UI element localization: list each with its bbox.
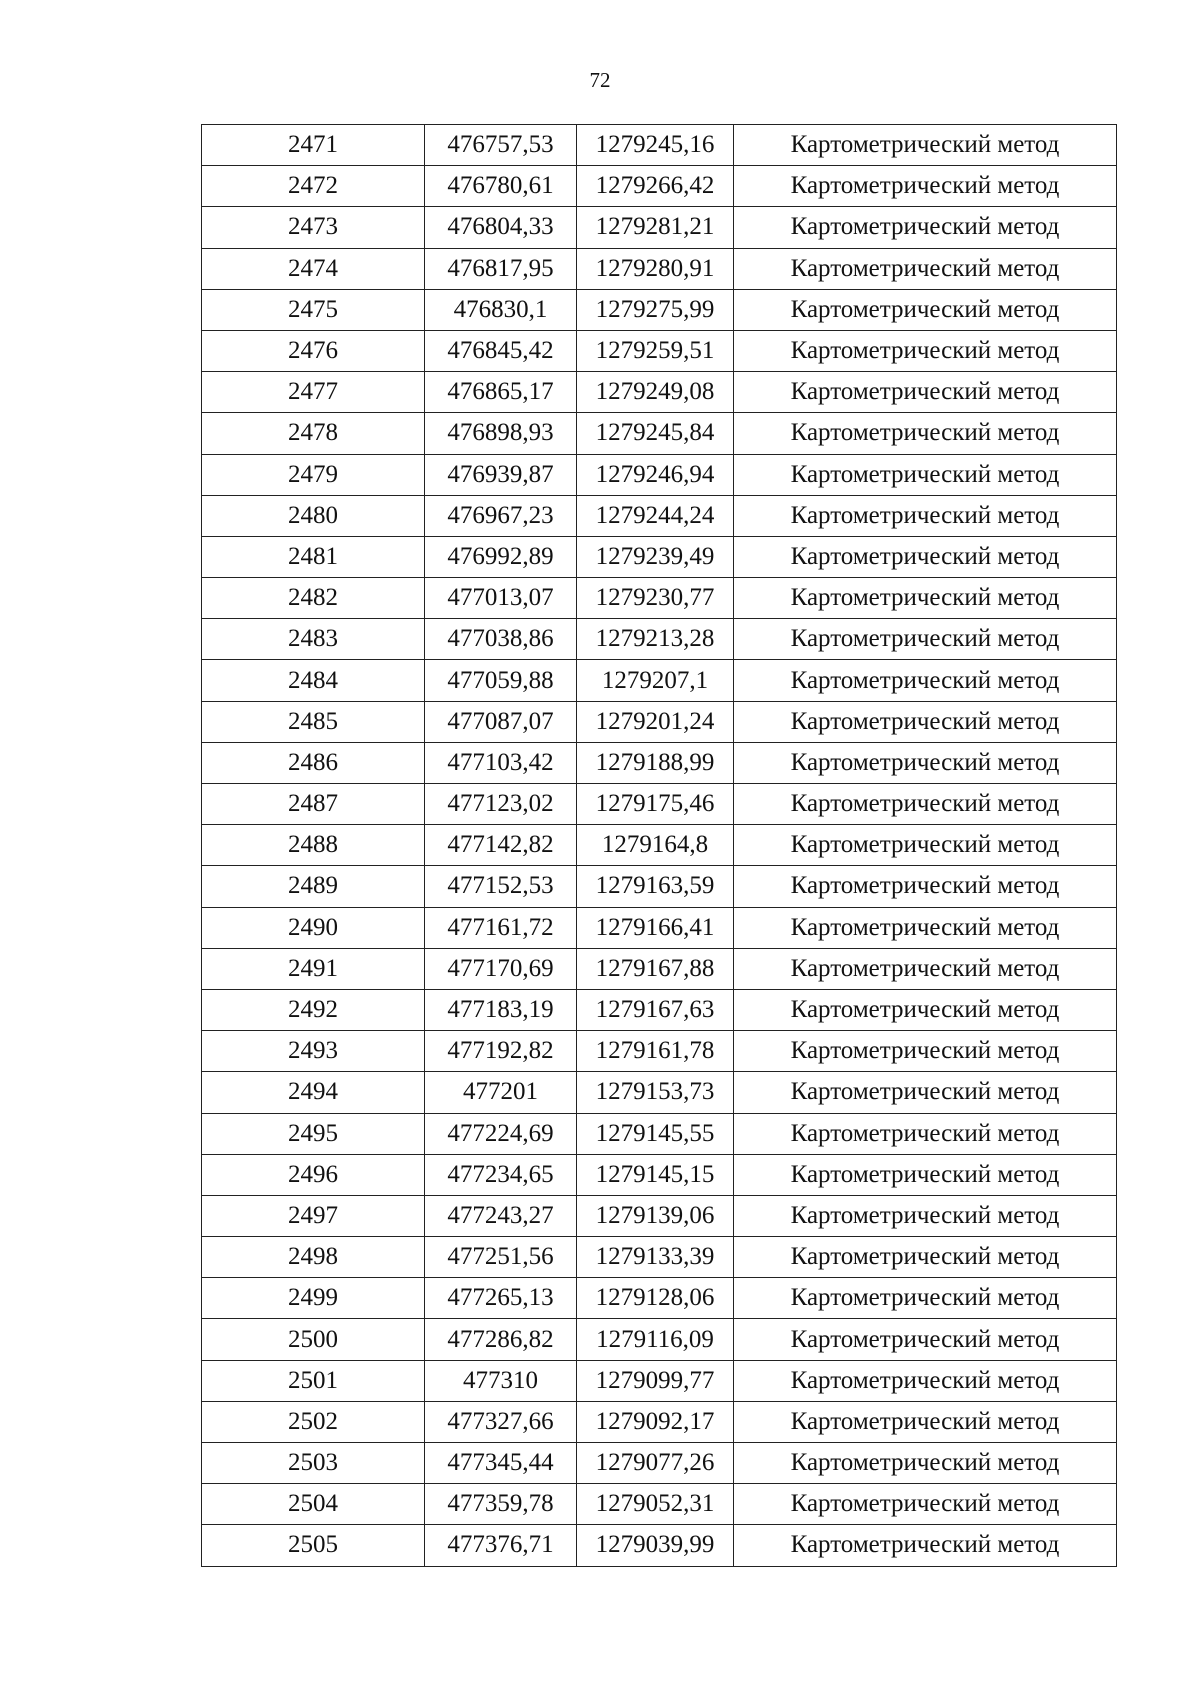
method-cell: Картометрический метод	[734, 454, 1117, 495]
x-coordinate-cell: 477234,65	[425, 1154, 577, 1195]
x-coordinate-cell: 477286,82	[425, 1319, 577, 1360]
point-number-cell: 2502	[202, 1401, 425, 1442]
table-row	[202, 1525, 1117, 1566]
y-coordinate-cell: 1279175,46	[577, 784, 734, 825]
table-row	[202, 1195, 1117, 1236]
x-coordinate-cell: 477152,53	[425, 866, 577, 907]
x-coordinate-cell: 477251,56	[425, 1237, 577, 1278]
point-number-cell: 2473	[202, 207, 425, 248]
method-cell: Картометрический метод	[734, 1072, 1117, 1113]
point-number-cell: 2480	[202, 495, 425, 536]
method-cell: Картометрический метод	[734, 1401, 1117, 1442]
table-row	[202, 536, 1117, 577]
table-row	[202, 1154, 1117, 1195]
y-coordinate-cell: 1279244,24	[577, 495, 734, 536]
x-coordinate-cell: 477038,86	[425, 619, 577, 660]
method-cell: Картометрический метод	[734, 866, 1117, 907]
point-number-cell: 2491	[202, 948, 425, 989]
point-number-cell: 2496	[202, 1154, 425, 1195]
method-cell: Картометрический метод	[734, 948, 1117, 989]
point-number-cell: 2472	[202, 166, 425, 207]
y-coordinate-cell: 1279164,8	[577, 825, 734, 866]
y-coordinate-cell: 1279201,24	[577, 701, 734, 742]
method-cell: Картометрический метод	[734, 1195, 1117, 1236]
method-cell: Картометрический метод	[734, 701, 1117, 742]
point-number-cell: 2479	[202, 454, 425, 495]
point-number-cell: 2490	[202, 907, 425, 948]
x-coordinate-cell: 477376,71	[425, 1525, 577, 1566]
method-cell: Картометрический метод	[734, 1360, 1117, 1401]
point-number-cell: 2497	[202, 1195, 425, 1236]
y-coordinate-cell: 1279145,55	[577, 1113, 734, 1154]
table-row	[202, 1360, 1117, 1401]
x-coordinate-cell: 477243,27	[425, 1195, 577, 1236]
x-coordinate-cell: 476992,89	[425, 536, 577, 577]
method-cell: Картометрический метод	[734, 578, 1117, 619]
x-coordinate-cell: 477224,69	[425, 1113, 577, 1154]
method-cell: Картометрический метод	[734, 1278, 1117, 1319]
x-coordinate-cell: 477183,19	[425, 989, 577, 1030]
y-coordinate-cell: 1279249,08	[577, 372, 734, 413]
y-coordinate-cell: 1279245,84	[577, 413, 734, 454]
y-coordinate-cell: 1279188,99	[577, 742, 734, 783]
point-number-cell: 2477	[202, 372, 425, 413]
y-coordinate-cell: 1279166,41	[577, 907, 734, 948]
method-cell: Картометрический метод	[734, 1484, 1117, 1525]
x-coordinate-cell: 477142,82	[425, 825, 577, 866]
table-row	[202, 330, 1117, 371]
point-number-cell: 2492	[202, 989, 425, 1030]
x-coordinate-cell: 477123,02	[425, 784, 577, 825]
y-coordinate-cell: 1279239,49	[577, 536, 734, 577]
y-coordinate-cell: 1279092,17	[577, 1401, 734, 1442]
point-number-cell: 2499	[202, 1278, 425, 1319]
method-cell: Картометрический метод	[734, 825, 1117, 866]
table-row	[202, 825, 1117, 866]
method-cell: Картометрический метод	[734, 536, 1117, 577]
table-row	[202, 289, 1117, 330]
x-coordinate-cell: 477310	[425, 1360, 577, 1401]
table-row	[202, 660, 1117, 701]
table-row	[202, 948, 1117, 989]
point-number-cell: 2485	[202, 701, 425, 742]
point-number-cell: 2481	[202, 536, 425, 577]
y-coordinate-cell: 1279275,99	[577, 289, 734, 330]
point-number-cell: 2486	[202, 742, 425, 783]
coordinates-table-body	[202, 125, 1117, 1567]
table-row	[202, 784, 1117, 825]
table-row	[202, 413, 1117, 454]
table-row	[202, 166, 1117, 207]
method-cell: Картометрический метод	[734, 207, 1117, 248]
x-coordinate-cell: 477201	[425, 1072, 577, 1113]
x-coordinate-cell: 476780,61	[425, 166, 577, 207]
x-coordinate-cell: 476817,95	[425, 248, 577, 289]
method-cell: Картометрический метод	[734, 784, 1117, 825]
point-number-cell: 2482	[202, 578, 425, 619]
table-row	[202, 701, 1117, 742]
method-cell: Картометрический метод	[734, 1319, 1117, 1360]
x-coordinate-cell: 476967,23	[425, 495, 577, 536]
y-coordinate-cell: 1279230,77	[577, 578, 734, 619]
table-row	[202, 1072, 1117, 1113]
method-cell: Картометрический метод	[734, 289, 1117, 330]
x-coordinate-cell: 477265,13	[425, 1278, 577, 1319]
point-number-cell: 2487	[202, 784, 425, 825]
method-cell: Картометрический метод	[734, 125, 1117, 166]
y-coordinate-cell: 1279039,99	[577, 1525, 734, 1566]
y-coordinate-cell: 1279099,77	[577, 1360, 734, 1401]
table-row	[202, 1113, 1117, 1154]
point-number-cell: 2500	[202, 1319, 425, 1360]
table-row	[202, 578, 1117, 619]
table-row	[202, 454, 1117, 495]
method-cell: Картометрический метод	[734, 166, 1117, 207]
page-number: 72	[589, 68, 611, 92]
point-number-cell: 2503	[202, 1443, 425, 1484]
point-number-cell: 2489	[202, 866, 425, 907]
method-cell: Картометрический метод	[734, 248, 1117, 289]
table-row	[202, 495, 1117, 536]
point-number-cell: 2484	[202, 660, 425, 701]
table-row	[202, 619, 1117, 660]
x-coordinate-cell: 477345,44	[425, 1443, 577, 1484]
method-cell: Картометрический метод	[734, 619, 1117, 660]
y-coordinate-cell: 1279245,16	[577, 125, 734, 166]
point-number-cell: 2504	[202, 1484, 425, 1525]
y-coordinate-cell: 1279207,1	[577, 660, 734, 701]
y-coordinate-cell: 1279116,09	[577, 1319, 734, 1360]
y-coordinate-cell: 1279167,88	[577, 948, 734, 989]
y-coordinate-cell: 1279163,59	[577, 866, 734, 907]
y-coordinate-cell: 1279213,28	[577, 619, 734, 660]
method-cell: Картометрический метод	[734, 742, 1117, 783]
y-coordinate-cell: 1279266,42	[577, 166, 734, 207]
table-row	[202, 372, 1117, 413]
table-row	[202, 125, 1117, 166]
table-row	[202, 1278, 1117, 1319]
method-cell: Картометрический метод	[734, 1113, 1117, 1154]
method-cell: Картометрический метод	[734, 1525, 1117, 1566]
point-number-cell: 2498	[202, 1237, 425, 1278]
table-row	[202, 989, 1117, 1030]
x-coordinate-cell: 476830,1	[425, 289, 577, 330]
point-number-cell: 2488	[202, 825, 425, 866]
y-coordinate-cell: 1279128,06	[577, 1278, 734, 1319]
table-row	[202, 1484, 1117, 1525]
x-coordinate-cell: 476865,17	[425, 372, 577, 413]
method-cell: Картометрический метод	[734, 1154, 1117, 1195]
y-coordinate-cell: 1279077,26	[577, 1443, 734, 1484]
y-coordinate-cell: 1279139,06	[577, 1195, 734, 1236]
point-number-cell: 2483	[202, 619, 425, 660]
y-coordinate-cell: 1279246,94	[577, 454, 734, 495]
y-coordinate-cell: 1279281,21	[577, 207, 734, 248]
y-coordinate-cell: 1279259,51	[577, 330, 734, 371]
x-coordinate-cell: 477161,72	[425, 907, 577, 948]
table-row	[202, 1319, 1117, 1360]
table-row	[202, 207, 1117, 248]
x-coordinate-cell: 476757,53	[425, 125, 577, 166]
method-cell: Картометрический метод	[734, 372, 1117, 413]
point-number-cell: 2501	[202, 1360, 425, 1401]
method-cell: Картометрический метод	[734, 660, 1117, 701]
y-coordinate-cell: 1279145,15	[577, 1154, 734, 1195]
method-cell: Картометрический метод	[734, 1237, 1117, 1278]
method-cell: Картометрический метод	[734, 330, 1117, 371]
x-coordinate-cell: 476845,42	[425, 330, 577, 371]
method-cell: Картометрический метод	[734, 1443, 1117, 1484]
point-number-cell: 2505	[202, 1525, 425, 1566]
point-number-cell: 2471	[202, 125, 425, 166]
y-coordinate-cell: 1279133,39	[577, 1237, 734, 1278]
x-coordinate-cell: 477103,42	[425, 742, 577, 783]
table-row	[202, 742, 1117, 783]
x-coordinate-cell: 477170,69	[425, 948, 577, 989]
x-coordinate-cell: 476939,87	[425, 454, 577, 495]
x-coordinate-cell: 476804,33	[425, 207, 577, 248]
point-number-cell: 2475	[202, 289, 425, 330]
method-cell: Картометрический метод	[734, 989, 1117, 1030]
x-coordinate-cell: 476898,93	[425, 413, 577, 454]
method-cell: Картометрический метод	[734, 495, 1117, 536]
table-row	[202, 866, 1117, 907]
table-row	[202, 1401, 1117, 1442]
point-number-cell: 2474	[202, 248, 425, 289]
x-coordinate-cell: 477087,07	[425, 701, 577, 742]
x-coordinate-cell: 477192,82	[425, 1031, 577, 1072]
point-number-cell: 2495	[202, 1113, 425, 1154]
method-cell: Картометрический метод	[734, 1031, 1117, 1072]
method-cell: Картометрический метод	[734, 907, 1117, 948]
table-row	[202, 907, 1117, 948]
table-row	[202, 1237, 1117, 1278]
method-cell: Картометрический метод	[734, 413, 1117, 454]
x-coordinate-cell: 477327,66	[425, 1401, 577, 1442]
y-coordinate-cell: 1279167,63	[577, 989, 734, 1030]
point-number-cell: 2478	[202, 413, 425, 454]
point-number-cell: 2494	[202, 1072, 425, 1113]
y-coordinate-cell: 1279153,73	[577, 1072, 734, 1113]
table-row	[202, 1443, 1117, 1484]
point-number-cell: 2476	[202, 330, 425, 371]
y-coordinate-cell: 1279161,78	[577, 1031, 734, 1072]
x-coordinate-cell: 477059,88	[425, 660, 577, 701]
x-coordinate-cell: 477359,78	[425, 1484, 577, 1525]
table-row	[202, 1031, 1117, 1072]
table-row	[202, 248, 1117, 289]
x-coordinate-cell: 477013,07	[425, 578, 577, 619]
point-number-cell: 2493	[202, 1031, 425, 1072]
y-coordinate-cell: 1279052,31	[577, 1484, 734, 1525]
y-coordinate-cell: 1279280,91	[577, 248, 734, 289]
coordinates-table	[201, 124, 1117, 1567]
